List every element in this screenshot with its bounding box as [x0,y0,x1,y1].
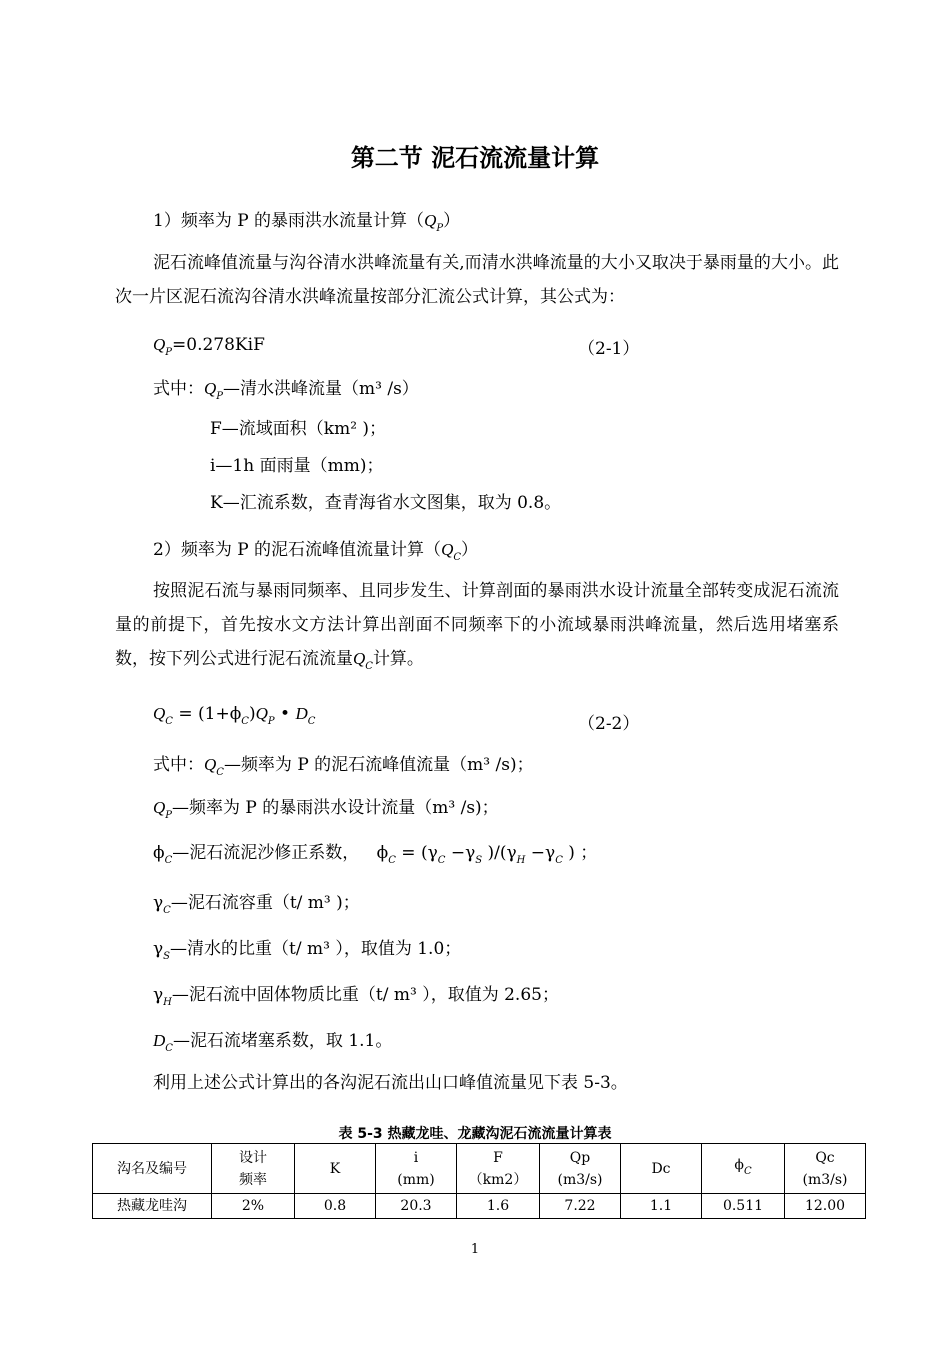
cell-k: 0.8 [295,1194,376,1219]
heading-2-subscript: C [453,552,461,563]
phi-formula-g1: C [437,855,446,866]
where-2-gh-subscript: H [163,997,172,1008]
equation-2-2 [153,703,315,733]
phi-formula-g2: S [475,855,483,866]
header-frequency-line1: 设计 [239,1149,267,1166]
header-k: K [295,1144,376,1194]
cell-qc: 12.00 [785,1194,866,1219]
header-i [376,1144,457,1194]
equation-number-2-2: （2-2） [578,714,640,734]
where-2-qc [153,754,534,784]
header-qc [785,1144,866,1194]
where-2-phi-symbol: ϕ [153,843,165,863]
phi-formula-minus1: −γ [445,843,476,863]
eq2-q: Q [153,704,166,723]
phi-formula [376,843,598,866]
where-1-k: K—汇流系数，查青海省水文图集，取为 0.8。 [210,493,562,513]
where-2-dc-subscript: C [165,1043,173,1054]
table-caption: 表 5-3 热藏龙哇、龙藏沟泥石流流量计算表 [338,1126,612,1142]
where-2-lead: 式中： [153,755,204,775]
where-2-dc [153,1030,392,1060]
page-number: 1 [470,1242,480,1257]
header-phi-symbol: ϕ [734,1157,744,1173]
where-2-gh-symbol: γ [153,985,164,1005]
paragraph-1: 泥石流峰值流量与沟谷清水洪峰流量有关,而清水洪峰流量的大小又取决于暴雨量的大小。此次一片区泥石流沟谷清水洪峰流量按部分汇流公式计算，其公式为： [115,253,839,307]
eq2-dot: • [274,704,296,724]
table-header-row [93,1144,866,1194]
heading-2-text: 2）频率为 P 的泥石流峰值流量计算（ [153,540,442,560]
header-name: 沟名及编号 [93,1144,212,1194]
heading-1-symbol: Q [424,211,437,230]
where-2-gs-symbol: γ [153,939,164,959]
heading-1 [153,210,460,240]
where-2-gc-symbol: γ [153,893,164,913]
phi-formula-g3: H [516,855,526,866]
paragraph-2-symbol: Q [353,649,366,668]
paragraph-2-subscript: C [365,661,373,672]
where-2-qc-text: —频率为 P 的泥石流峰值流量（m³ /s)； [223,755,534,775]
header-f-line2: （km2） [468,1171,528,1188]
where-1-text: —清水洪峰流量（m³ /s） [223,379,419,399]
where-1-f: F—流域面积（km² )； [210,419,387,439]
phi-formula-subscript: C [388,855,396,866]
table-row [93,1194,866,1219]
where-1-symbol: Q [204,379,217,398]
eq2-d-sub: C [307,716,316,727]
where-2-gc [153,892,360,922]
heading-2-close: ） [461,540,478,560]
header-phi-subscript: C [743,1166,752,1177]
eq2-mid: ) [248,704,256,724]
eq2-qp: Q [255,704,268,723]
cell-f: 1.6 [457,1194,540,1219]
phi-formula-div: )/(γ [482,843,517,863]
phi-formula-g4: C [555,855,563,866]
cell-dc: 1.1 [621,1194,702,1219]
cell-i: 20.3 [376,1194,457,1219]
eq2-qp-sub: P [267,716,275,727]
header-frequency-line2: 频率 [239,1171,267,1188]
header-qp-line2: (m3/s) [557,1171,603,1188]
paragraph-2-text: 按照泥石流与暴雨同频率、且同步发生、计算剖面的暴雨洪水设计流量全部转变成泥石流流量的前提下，首先按水文方法计算出剖面不同频率下的小流域暴雨洪峰流量，然后选用堵塞系数，按下列公式进行泥石流流量 [115,581,839,669]
header-dc: Dc [621,1144,702,1194]
where-1-subscript: P [216,391,224,402]
where-2-gc-text: —泥石流容重（t/ m³ )； [170,893,360,913]
header-frequency [212,1144,295,1194]
phi-formula-eq: = (γ [395,843,438,863]
section-title: 第二节 泥石流流量计算 [350,144,600,172]
header-i-line2: (mm) [397,1171,435,1188]
eq1-body: =0.278KiF [172,335,265,355]
eq2-d: D [295,704,308,723]
where-2-gs-subscript: S [163,951,171,962]
phi-formula-symbol: ϕ [376,843,389,863]
header-phi [702,1144,785,1194]
heading-2-symbol: Q [441,540,454,559]
paragraph-3: 利用上述公式计算出的各沟泥石流出山口峰值流量见下表 5-3。 [153,1073,628,1093]
paragraph-2-end: 计算。 [372,649,424,669]
heading-1-subscript: P [436,223,444,234]
where-2-gh-text: —泥石流中固体物质比重（t/ m³ ），取值为 2.65； [171,985,559,1005]
equation-number-2-1: （2-1） [578,339,640,359]
cell-name: 热藏龙哇沟 [93,1194,212,1219]
header-qp [540,1144,621,1194]
phi-formula-minus2: −γ [525,843,556,863]
where-1-i: i—1h 面雨量（mm)； [210,456,384,476]
phi-formula-end: ) ； [562,843,598,863]
eq2-q-sub: C [165,716,173,727]
where-2-phi-text: —泥石流泥沙修正系数， [172,843,360,863]
where-2-qp [153,797,499,827]
where-2-qp-text: —频率为 P 的暴雨洪水设计流量（m³ /s)； [172,798,499,818]
cell-phi: 0.511 [702,1194,785,1219]
paragraph-2 [115,574,839,684]
header-qc-line1: Qc [815,1149,835,1166]
heading-1-text: 1）频率为 P 的暴雨洪水流量计算（ [153,211,425,231]
header-f [457,1144,540,1194]
heading-1-close: ） [443,211,461,231]
eq2-phi-sub: C [241,716,249,727]
header-qc-line2: (m3/s) [802,1171,848,1188]
eq2-phi: ϕ [229,704,242,724]
cell-frequency: 2% [212,1194,295,1219]
where-2-dc-text: —泥石流堵塞系数，取 1.1。 [172,1031,393,1051]
header-f-line1: F [493,1149,503,1166]
heading-2 [153,539,478,569]
flow-table [92,1143,866,1219]
where-2-qp-symbol: Q [153,798,166,817]
where-2-qc-symbol: Q [204,755,217,774]
equation-2-1 [153,334,265,364]
where-2-qp-subscript: P [165,810,173,821]
where-2-dc-symbol: D [153,1031,166,1050]
where-2-gh [153,984,559,1014]
where-2-phi [153,842,597,872]
eq2-eq: = (1+ [172,704,230,724]
where-1-qp [153,378,419,408]
header-i-line1: i [413,1149,419,1166]
cell-qp: 7.22 [540,1194,621,1219]
where-2-qc-subscript: C [216,767,224,778]
where-2-gs [153,938,461,968]
header-qp-line1: Qp [569,1149,591,1166]
eq1-symbol: Q [153,335,166,354]
where-2-gc-subscript: C [163,905,171,916]
where-2-phi-subscript: C [164,855,173,866]
where-1-lead: 式中： [153,379,204,399]
where-2-gs-text: —清水的比重（t/ m³ ），取值为 1.0； [170,939,462,959]
eq1-subscript: P [165,347,173,358]
